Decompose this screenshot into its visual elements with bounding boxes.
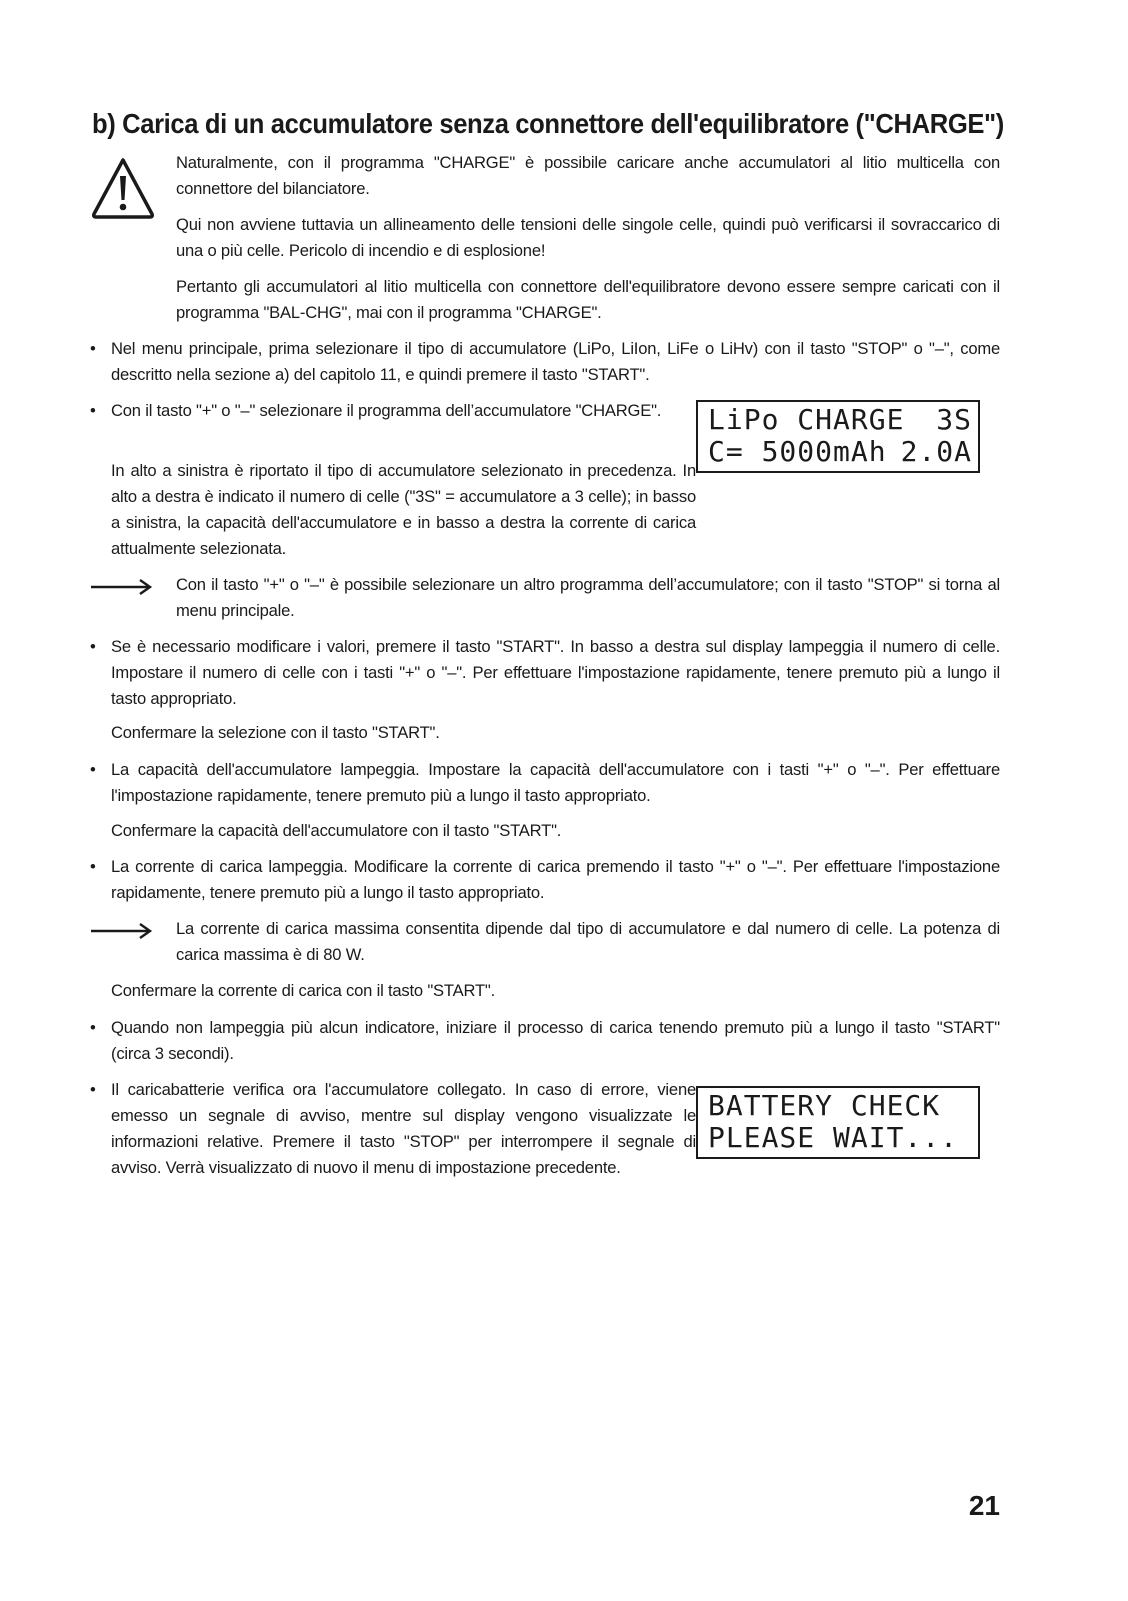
step-set-current: La corrente di carica lampeggia. Modificare la corrente di carica premendo il tasto "+" o "–". Per effettuare l'impostazione rapidamente, tenere premuto più a lungo il tasto appropriato. (111, 857, 1000, 902)
warning-paragraph-2: Qui non avviene tuttavia un allineamento delle tensioni delle singole celle, quindi può verificarsi il sovraccarico di una o più celle. Pericolo di incendio e di esplosione! (176, 215, 1000, 260)
confirm-current: Confermare la corrente di carica con il tasto "START". (111, 981, 496, 1000)
bullet-marker: • (90, 857, 96, 876)
section-heading: b) Carica di un accumulatore senza connettore dell'equilibratore ("CHARGE") (92, 108, 1004, 139)
confirm-capacity: Confermare la capacità dell'accumulatore con il tasto "START". (111, 821, 562, 840)
lcd-cell-count: 3S (936, 403, 972, 436)
bullet-marker: • (90, 1080, 96, 1099)
note-other-program: Con il tasto "+" o "–" è possibile selezionare un altro programma dell’accumulatore; con il tasto "STOP" si torna al menu principale. (176, 575, 1000, 620)
lcd-display-battery-check (696, 1086, 980, 1159)
step-battery-check: Il caricabatterie verifica ora l'accumulatore collegato. In caso di errore, viene emesso un segnale di avviso, mentre sul display vengono visualizzate le informazioni relative. Premere il tasto "STOP" per interrompere il segnale di avviso. Verrà visualizzato di nuovo il menu di impostazione precedente. (111, 1080, 696, 1177)
lcd-check-line2: PLEASE WAIT... (708, 1121, 959, 1154)
warning-paragraph-1: Naturalmente, con il programma "CHARGE" è possibile caricare anche accumulatori al litio multicella con connettore del bilanciatore. (176, 153, 1000, 198)
step-select-program-detail: In alto a sinistra è riportato il tipo di accumulatore selezionato in precedenza. In alto a destra è indicato il numero di celle ("3S" = accumulatore a 3 celle); in basso a sinistra, la capacità dell'accumulatore e in basso a destra la corrente di carica attualmente selezionata. (111, 461, 696, 558)
bullet-marker: • (90, 1018, 96, 1037)
confirm-selection: Confermare la selezione con il tasto "START". (111, 723, 440, 742)
lcd-current: 2.0A (900, 435, 972, 468)
step-set-capacity: La capacità dell'accumulatore lampeggia. Impostare la capacità dell'accumulatore con i tasti "+" o "–". Per effettuare l'impostazione rapidamente, tenere premuto più a lungo il tasto appropriato. (111, 760, 1000, 805)
step-start-charging: Quando non lampeggia più alcun indicatore, iniziare il processo di carica tenendo premuto più a lungo il tasto "START" (circa 3 secondi). (111, 1018, 1000, 1063)
bullet-marker: • (90, 760, 96, 779)
step-select-program: Con il tasto "+" o "–" selezionare il programma dell’accumulatore "CHARGE". (111, 401, 662, 420)
lcd-capacity: C= 5000mAh (708, 435, 887, 468)
step-select-battery: Nel menu principale, prima selezionare il tipo di accumulatore (LiPo, LiIon, LiFe o LiHv) con il tasto "STOP" o "–", come descritto nella sezione a) del capitolo 11, e quindi premere il tasto "START". (111, 339, 1000, 384)
warning-paragraph-3: Pertanto gli accumulatori al litio multicella con connettore dell'equilibratore devono essere sempre caricati con il programma "BAL-CHG", mai con il programma "CHARGE". (176, 277, 1000, 322)
warning-triangle-icon (90, 156, 156, 220)
bullet-marker: • (90, 401, 96, 420)
lcd-battery-program: LiPo CHARGE (708, 403, 905, 436)
note-max-current: La corrente di carica massima consentita dipende dal tipo di accumulatore e dal numero di celle. La potenza di carica massima è di 80 W. (176, 919, 1000, 964)
step-set-cells: Se è necessario modificare i valori, premere il tasto "START". In basso a destra sul display lampeggia il numero di celle. Impostare il numero di celle con i tasti "+" o "–". Per effettuare l'impostazione rapidamente, tenere premuto più a lungo il tasto appropriato. (111, 637, 1000, 708)
lcd-display-charge (696, 400, 980, 473)
arrow-right-icon (90, 577, 154, 597)
page-number: 21 (968, 1490, 1000, 1521)
bullet-marker: • (90, 637, 96, 656)
bullet-marker: • (90, 339, 96, 358)
arrow-right-icon (90, 921, 154, 941)
lcd-check-line1: BATTERY CHECK (708, 1089, 941, 1122)
